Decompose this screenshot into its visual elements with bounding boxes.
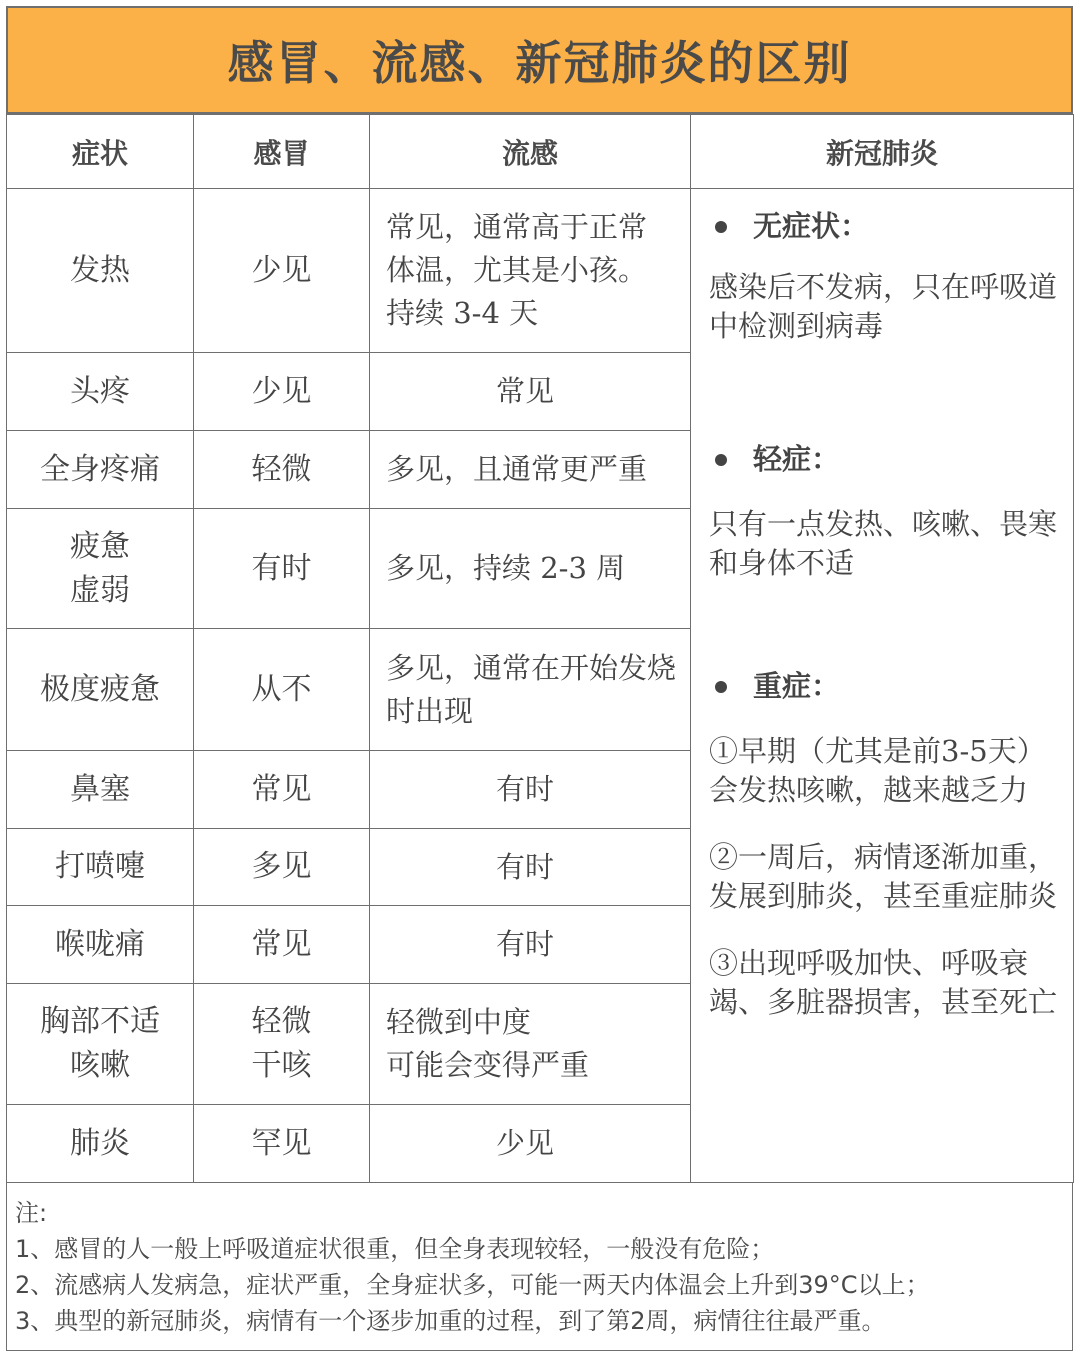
- flu-cell: [370, 509, 691, 629]
- cell-line: 可能会变得严重: [386, 1048, 590, 1082]
- flu-cell: [370, 431, 691, 509]
- bullet-icon: [715, 681, 727, 693]
- covid-section-severe: 重症：: [709, 667, 1057, 706]
- cell-line: 打喷嚏: [55, 849, 145, 884]
- notes-box: [6, 1183, 1073, 1351]
- symptom-cell: [7, 629, 194, 751]
- cell-line: 多见，持续 2-3 周: [386, 551, 626, 585]
- cold-cell: [194, 1105, 370, 1183]
- covid-cell: [691, 189, 1074, 1183]
- cell-line: 轻微: [251, 451, 312, 487]
- cold-cell: [194, 189, 370, 353]
- note-item: 3、典型的新冠肺炎，病情有一个逐步加重的过程，到了第2周，病情往往最严重。: [15, 1307, 886, 1335]
- comparison-table: [6, 114, 1074, 1183]
- cell-line: 少见: [251, 252, 312, 288]
- flu-cell: [370, 189, 691, 353]
- cell-line: 常见: [251, 926, 312, 962]
- cell-line: 常见: [251, 771, 312, 807]
- symptom-cell: [7, 984, 194, 1105]
- cell-line: 常见: [495, 374, 554, 408]
- cell-line: 虚弱: [70, 572, 130, 608]
- symptom-cell: [7, 829, 194, 906]
- covid-section-asymptomatic: 无症状：: [709, 207, 1057, 246]
- cell-line: 咳嗽: [70, 1048, 130, 1083]
- cell-line: 胸部不适: [40, 1004, 160, 1039]
- cell-line: 体温，尤其是小孩。: [386, 253, 648, 287]
- cell-line: 多见，且通常更严重: [386, 452, 648, 486]
- symptom-cell: [7, 509, 194, 629]
- table-header-row: [7, 115, 1074, 189]
- cold-cell: [194, 629, 370, 751]
- cold-cell: [194, 353, 370, 431]
- covid-section-mild: 轻症：: [709, 440, 1057, 479]
- symptom-cell: [7, 906, 194, 984]
- cold-cell: [194, 751, 370, 829]
- cell-line: 极度疲惫: [40, 671, 160, 707]
- cell-line: 发热: [70, 252, 130, 288]
- title-bar: [6, 6, 1073, 114]
- note-item: 2、流感病人发病急，症状严重，全身症状多，可能一两天内体温会上升到39°C以上；: [15, 1271, 930, 1299]
- cell-line: 轻微到中度: [386, 1005, 532, 1039]
- cold-cell: [194, 906, 370, 984]
- covid-severe-item-2: ②一周后，病情逐渐加重，发展到肺炎，甚至重症肺炎: [709, 840, 1058, 913]
- cell-line: 全身疼痛: [40, 451, 160, 487]
- note-item: 1、感冒的人一般上呼吸道症状很重，但全身表现较轻，一般没有危险；: [15, 1235, 775, 1263]
- cell-line: 干咳: [251, 1048, 312, 1083]
- notes-label: 注:: [15, 1199, 48, 1227]
- cell-line: 常见，通常高于正常: [386, 210, 648, 244]
- cell-line: 有时: [495, 849, 554, 884]
- cell-line: 持续 3-4 天: [386, 296, 539, 330]
- flu-cell: [370, 353, 691, 431]
- cell-line: 肺炎: [70, 1125, 130, 1161]
- covid-mild-text: 只有一点发热、咳嗽、畏寒和身体不适: [709, 507, 1058, 580]
- cold-cell: [194, 829, 370, 906]
- cell-line: 多见: [251, 849, 312, 884]
- flu-cell: [370, 829, 691, 906]
- cell-line: 疲惫: [70, 528, 130, 564]
- flu-cell: [370, 629, 691, 751]
- cell-line: 少见: [251, 373, 312, 409]
- header-covid: 新冠肺炎: [691, 115, 1074, 189]
- cold-cell: [194, 984, 370, 1105]
- covid-asymptomatic-text: 感染后不发病，只在呼吸道中检测到病毒: [709, 270, 1058, 343]
- cell-line: 喉咙痛: [55, 926, 145, 962]
- header-symptom: 症状: [7, 115, 194, 189]
- cell-line: 罕见: [251, 1125, 312, 1161]
- symptom-cell: [7, 751, 194, 829]
- cell-line: 时出现: [386, 693, 474, 728]
- cell-line: 多见，通常在开始发烧: [386, 650, 677, 685]
- symptom-cell: [7, 353, 194, 431]
- header-cold: 感冒: [194, 115, 370, 189]
- symptom-cell: [7, 1105, 194, 1183]
- flu-cell: [370, 751, 691, 829]
- symptom-cell: [7, 189, 194, 353]
- covid-severe-item-3: ③出现呼吸加快、呼吸衰竭、多脏器损害，甚至死亡: [709, 946, 1058, 1019]
- flu-cell: [370, 1105, 691, 1183]
- flu-cell: [370, 984, 691, 1105]
- comparison-infographic: [6, 6, 1073, 1351]
- cell-line: 从不: [251, 671, 312, 707]
- cold-cell: [194, 431, 370, 509]
- table-row: [7, 189, 1074, 353]
- cold-cell: [194, 509, 370, 629]
- cell-line: 轻微: [251, 1004, 312, 1039]
- bullet-icon: [715, 221, 727, 233]
- covid-severe-item-1: ①早期（尤其是前3-5天）会发热咳嗽，越来越乏力: [709, 734, 1046, 807]
- cell-line: 有时: [495, 927, 554, 961]
- symptom-cell: [7, 431, 194, 509]
- page-title: 感冒、流感、新冠肺炎的区别: [227, 36, 852, 90]
- bullet-icon: [715, 454, 727, 466]
- cell-line: 有时: [495, 772, 554, 806]
- cell-line: 少见: [495, 1126, 554, 1160]
- header-flu: 流感: [370, 115, 691, 189]
- cell-line: 头疼: [70, 373, 130, 409]
- cell-line: 鼻塞: [70, 771, 130, 807]
- flu-cell: [370, 906, 691, 984]
- cell-line: 有时: [251, 550, 312, 586]
